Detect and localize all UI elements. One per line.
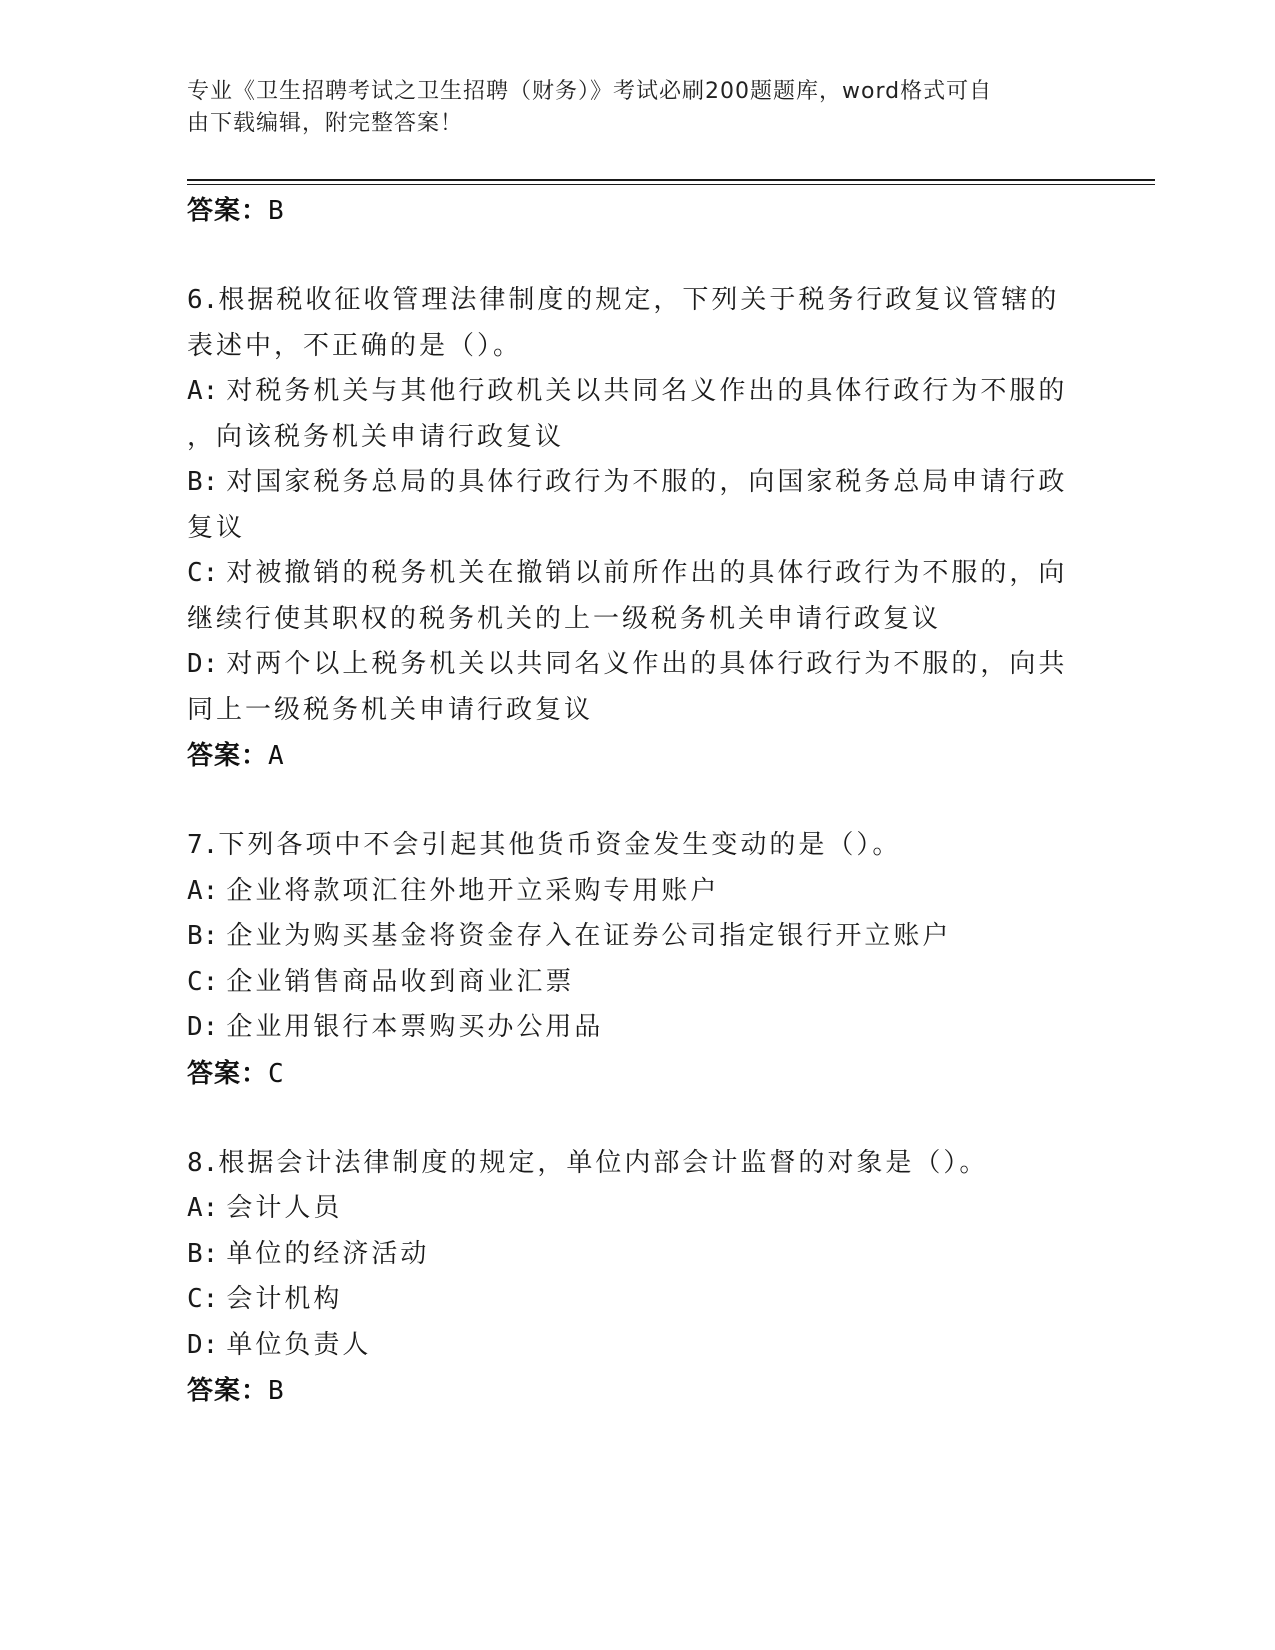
header-divider-thin — [187, 184, 1155, 185]
option-text: 会计人员 — [226, 1193, 343, 1223]
question-stem-text: 下列各项中不会引起其他货币资金发生变动的是（）。 — [218, 830, 902, 860]
option-text: 企业将款项汇往外地开立采购专用账户 — [226, 875, 720, 906]
header-line-2: 由下载编辑，附完整答案！ — [187, 111, 464, 136]
option-label: B: — [187, 921, 219, 951]
question-6 — [187, 278, 1087, 779]
option-text: 企业销售商品收到商业汇票 — [226, 966, 575, 997]
answer-value: A — [268, 741, 285, 771]
question-stem-line — [187, 1141, 1087, 1187]
option-label: A: — [187, 1193, 219, 1223]
option-c — [187, 1277, 1087, 1323]
option-text: 企业用银行本票购买办公用品 — [226, 1012, 604, 1042]
option-b-continued: 复议 — [187, 512, 246, 543]
question-number: 6. — [187, 285, 219, 315]
option-label: A: — [187, 875, 219, 906]
option-text: 会计机构 — [226, 1284, 343, 1314]
option-b — [187, 914, 1087, 960]
option-label: C: — [187, 1284, 219, 1314]
option-text: 对税务机关与其他行政机关以共同名义作出的具体行政行为不服的 — [226, 376, 1068, 406]
option-a — [187, 1186, 1087, 1232]
option-label: B: — [187, 467, 219, 497]
option-label: A: — [187, 376, 219, 406]
question-number: 8. — [187, 1147, 219, 1178]
question-stem-text: 根据税收征收管理法律制度的规定，下列关于税务行政复议管辖的 — [218, 285, 1060, 315]
option-b — [187, 1232, 1087, 1278]
option-text: 单位的经济活动 — [226, 1238, 430, 1269]
document-body — [187, 188, 1087, 1414]
option-b — [187, 460, 1087, 506]
option-text: 对国家税务总局的具体行政行为不服的，向国家税务总局申请行政 — [226, 467, 1068, 497]
document-header — [187, 76, 1067, 140]
answer-label: 答案： — [187, 196, 269, 226]
option-label: C: — [187, 966, 219, 997]
option-label: D: — [187, 1329, 219, 1360]
question-answer — [187, 733, 1087, 779]
option-label: C: — [187, 558, 219, 588]
answer-label: 答案： — [187, 1058, 269, 1089]
previous-answer — [187, 188, 1087, 234]
answer-value: C — [268, 1058, 285, 1089]
option-a — [187, 369, 1087, 415]
question-answer — [187, 1051, 1087, 1097]
option-a — [187, 869, 1087, 915]
answer-value: B — [268, 1376, 285, 1406]
option-c — [187, 551, 1087, 597]
option-c — [187, 960, 1087, 1006]
option-d — [187, 1005, 1087, 1051]
question-number: 7. — [187, 830, 219, 860]
header-line-1: 专业《卫生招聘考试之卫生招聘（财务）》考试必刷200题题库，word格式可自 — [187, 79, 993, 104]
option-a-continued: ，向该税务机关申请行政复议 — [187, 421, 565, 452]
option-text: 对被撤销的税务机关在撤销以前所作出的具体行政行为不服的，向 — [226, 558, 1068, 588]
question-answer — [187, 1368, 1087, 1414]
option-label: D: — [187, 1012, 219, 1042]
option-d — [187, 642, 1087, 688]
question-stem-line — [187, 823, 1087, 869]
option-d-continued: 同上一级税务机关申请行政复议 — [187, 694, 594, 725]
option-text: 对两个以上税务机关以共同名义作出的具体行政行为不服的，向共 — [226, 649, 1068, 679]
header-divider-thick — [187, 179, 1155, 181]
option-label: D: — [187, 649, 219, 679]
option-text: 单位负责人 — [226, 1329, 372, 1360]
question-7 — [187, 823, 1087, 1097]
question-stem-line: 表述中，不正确的是（）。 — [187, 330, 523, 361]
option-d — [187, 1323, 1087, 1369]
option-label: B: — [187, 1238, 219, 1269]
answer-value: B — [268, 196, 285, 226]
option-c-continued: 继续行使其职权的税务机关的上一级税务机关申请行政复议 — [187, 603, 942, 634]
question-stem-text: 根据会计法律制度的规定，单位内部会计监督的对象是（）。 — [218, 1147, 989, 1178]
answer-label: 答案： — [187, 1376, 269, 1406]
question-stem-line — [187, 278, 1087, 324]
question-8 — [187, 1141, 1087, 1415]
option-text: 企业为购买基金将资金存入在证券公司指定银行开立账户 — [226, 921, 952, 951]
answer-label: 答案： — [187, 741, 269, 771]
